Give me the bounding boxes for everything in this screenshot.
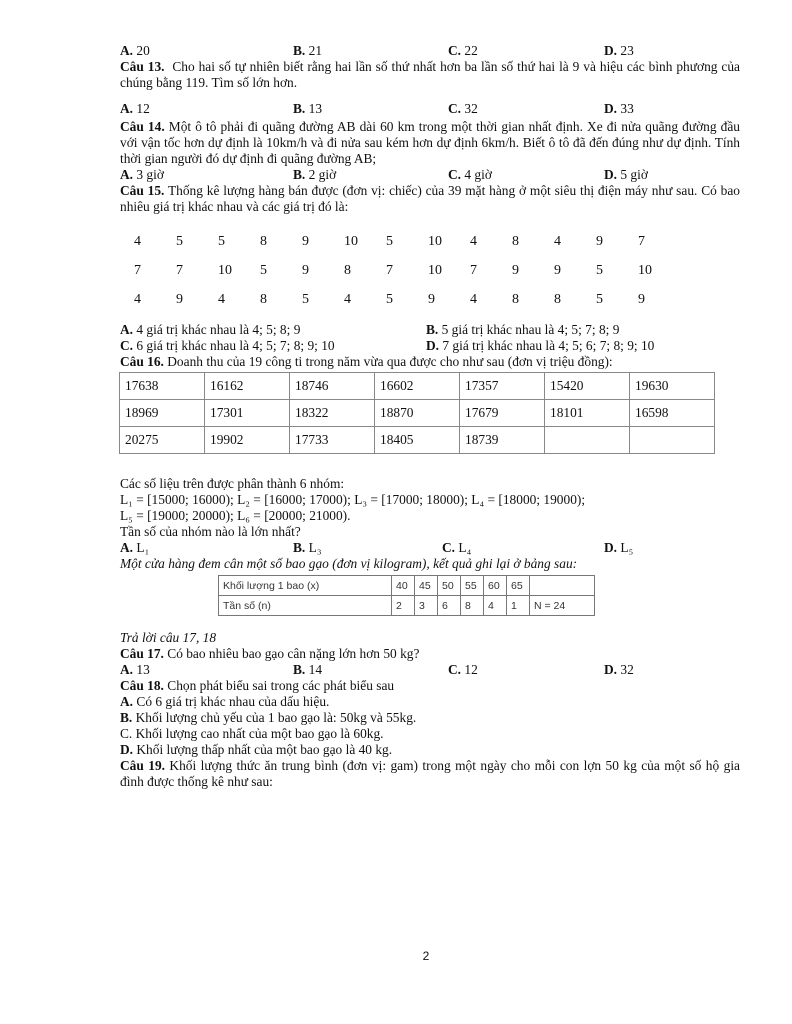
grid-cell: 5 xyxy=(596,262,603,278)
q13-option-a: A. 12 xyxy=(120,101,150,116)
q16-prompt: Tần số của nhóm nào là lớn nhất? xyxy=(120,524,301,539)
table-row xyxy=(120,427,715,454)
q16-option-b: B. L₃ xyxy=(293,540,322,555)
q13-options xyxy=(120,101,740,117)
grid-cell: 10 xyxy=(344,233,358,249)
q13-question: Câu 13. Cho hai số tự nhiên biết rằng hai lần số thứ nhất hơn ba lần số thứ hai là 9 và hiệu các bình phương của chúng bằng 119. Tìm số lớn hơn. xyxy=(120,59,740,90)
q16-question: Câu 16. Doanh thu của 19 công ti trong năm vừa qua được cho như sau (đơn vị triệu đồng): xyxy=(120,354,613,369)
table-cell: 55 xyxy=(461,576,484,596)
grid-cell: 9 xyxy=(554,262,561,278)
q18-option-a: A. Có 6 giá trị khác nhau của dấu hiệu. xyxy=(120,694,330,709)
grid-cell: 4 xyxy=(470,233,477,249)
grid-cell: 7 xyxy=(386,262,393,278)
rice-answer-note: Trả lời câu 17, 18 xyxy=(120,630,217,645)
grid-cell: 9 xyxy=(302,262,309,278)
grid-cell: 4 xyxy=(344,291,351,307)
table-cell: 3 xyxy=(415,596,438,616)
table-cell: 18870 xyxy=(375,400,460,427)
table-cell xyxy=(545,427,630,454)
q14-options xyxy=(120,167,740,183)
table-cell xyxy=(530,576,595,596)
q15-option-a: A. 4 giá trị khác nhau là 4; 5; 8; 9 xyxy=(120,322,301,337)
table-cell: 18739 xyxy=(460,427,545,454)
grid-cell: 7 xyxy=(176,262,183,278)
rice-row-label: Tần số (n) xyxy=(219,596,392,616)
q12-option-b: B. 21 xyxy=(293,43,323,58)
grid-cell: 8 xyxy=(260,291,267,307)
grid-cell: 5 xyxy=(302,291,309,307)
grid-row xyxy=(134,227,680,256)
table-cell: 65 xyxy=(507,576,530,596)
grid-cell: 9 xyxy=(176,291,183,307)
grid-cell: 8 xyxy=(344,262,351,278)
table-cell: 19630 xyxy=(630,373,715,400)
q16-option-a: A. L₁ xyxy=(120,540,150,555)
table-cell: 50 xyxy=(438,576,461,596)
q18-option-b: B. Khối lượng chủ yếu của 1 bao gạo là: 50kg và 55kg. xyxy=(120,710,417,725)
grid-cell: 5 xyxy=(386,291,393,307)
q15-options-row2 xyxy=(120,338,740,354)
table-cell: 18322 xyxy=(290,400,375,427)
table-cell: 1 xyxy=(507,596,530,616)
table-cell xyxy=(630,427,715,454)
table-row xyxy=(219,576,595,596)
q13-option-c: C. 32 xyxy=(448,101,478,116)
grid-cell: 10 xyxy=(428,233,442,249)
grid-cell: 4 xyxy=(134,233,141,249)
grid-cell: 7 xyxy=(470,262,477,278)
table-cell: 4 xyxy=(484,596,507,616)
q17-options xyxy=(120,662,740,678)
q15-option-b: B. 5 giá trị khác nhau là 4; 5; 7; 8; 9 xyxy=(426,322,620,337)
grid-cell: 9 xyxy=(302,233,309,249)
table-cell: 17733 xyxy=(290,427,375,454)
table-cell: 20275 xyxy=(120,427,205,454)
grid-cell: 10 xyxy=(638,262,652,278)
q12-option-c: C. 22 xyxy=(448,43,478,58)
grid-cell: 7 xyxy=(638,233,645,249)
grid-cell: 9 xyxy=(638,291,645,307)
table-cell: 16602 xyxy=(375,373,460,400)
q14-option-a: A. 3 giờ xyxy=(120,167,164,182)
table-cell: 18101 xyxy=(545,400,630,427)
table-cell: 8 xyxy=(461,596,484,616)
table-cell: 16162 xyxy=(205,373,290,400)
q14-question: Câu 14. Một ô tô phải đi quãng đường AB dài 60 km trong một thời gian nhất định. Xe đi nửa quãng đường đầu với vận tốc hơn dự định là 10km/h và đi nửa sau kém hơn dự định 6km/h. Biết ô tô đã đến đúng như dự định. Tính thời gian người đó dự định đi quãng đường AB; xyxy=(120,119,740,166)
grid-cell: 10 xyxy=(218,262,232,278)
q16-revenue-table xyxy=(119,372,715,454)
q13-option-d: D. 33 xyxy=(604,101,634,116)
q17-option-c: C. 12 xyxy=(448,662,478,677)
grid-cell: 5 xyxy=(596,291,603,307)
rice-frequency-table xyxy=(218,575,595,616)
table-cell: 17679 xyxy=(460,400,545,427)
q16-option-c: C. L₄ xyxy=(442,540,472,555)
grid-cell: 7 xyxy=(134,262,141,278)
q17-option-d: D. 32 xyxy=(604,662,634,677)
q12-options xyxy=(120,43,740,59)
grid-cell: 9 xyxy=(428,291,435,307)
q14-option-d: D. 5 giờ xyxy=(604,167,648,182)
grid-cell: 9 xyxy=(512,262,519,278)
grid-cell: 4 xyxy=(218,291,225,307)
q16-groups-line2: L₅ = [19000; 20000); L₆ = [20000; 21000). xyxy=(120,508,351,523)
q15-options-row1 xyxy=(120,322,740,338)
q12-option-d: D. 23 xyxy=(604,43,634,58)
grid-row xyxy=(134,285,680,314)
table-cell: 17357 xyxy=(460,373,545,400)
q18-option-c: C. Khối lượng cao nhất của một bao gạo là 60kg. xyxy=(120,726,384,741)
rice-row-label: Khối lượng 1 bao (x) xyxy=(219,576,392,596)
grid-cell: 8 xyxy=(512,291,519,307)
table-cell: 2 xyxy=(392,596,415,616)
q16-groups-intro: Các số liệu trên được phân thành 6 nhóm: xyxy=(120,476,345,491)
q15-number-grid xyxy=(134,227,680,314)
q15-option-d: D. 7 giá trị khác nhau là 4; 5; 6; 7; 8; 9; 10 xyxy=(426,338,655,353)
grid-row xyxy=(134,256,680,285)
table-row xyxy=(120,373,715,400)
table-cell: 40 xyxy=(392,576,415,596)
q16-options xyxy=(120,540,740,556)
table-row xyxy=(219,596,595,616)
grid-cell: 5 xyxy=(260,262,267,278)
q14-option-b: B. 2 giờ xyxy=(293,167,337,182)
table-row xyxy=(120,400,715,427)
q12-option-a: A. 20 xyxy=(120,43,150,58)
table-cell: 6 xyxy=(438,596,461,616)
q15-question: Câu 15. Thống kê lượng hàng bán được (đơn vị: chiếc) của 39 mặt hàng ở một siêu thị điện máy như sau. Có bao nhiêu giá trị khác nhau và các giá trị đó là: xyxy=(120,183,740,214)
grid-cell: 4 xyxy=(134,291,141,307)
q16-option-d: D. L₅ xyxy=(604,540,634,555)
table-cell: 19902 xyxy=(205,427,290,454)
table-cell: 17301 xyxy=(205,400,290,427)
grid-cell: 4 xyxy=(470,291,477,307)
q16-groups-line1: L₁ = [15000; 16000); L₂ = [16000; 17000); L₃ = [17000; 18000); L₄ = [18000; 19000); xyxy=(120,492,586,507)
table-cell: 18969 xyxy=(120,400,205,427)
grid-cell: 5 xyxy=(386,233,393,249)
grid-cell: 9 xyxy=(596,233,603,249)
table-cell: 45 xyxy=(415,576,438,596)
grid-cell: 8 xyxy=(260,233,267,249)
rice-intro: Một cửa hàng đem cân một số bao gạo (đơn vị kilogram), kết quả ghi lại ở bảng sau: xyxy=(120,556,578,571)
grid-cell: 5 xyxy=(176,233,183,249)
rice-total: N = 24 xyxy=(530,596,595,616)
table-cell: 16598 xyxy=(630,400,715,427)
grid-cell: 4 xyxy=(554,233,561,249)
q18-option-d: D. Khối lượng thấp nhất của một bao gạo là 40 kg. xyxy=(120,742,393,757)
q15-option-c: C. 6 giá trị khác nhau là 4; 5; 7; 8; 9; 10 xyxy=(120,338,335,353)
table-cell: 18405 xyxy=(375,427,460,454)
q17-option-b: B. 14 xyxy=(293,662,323,677)
grid-cell: 10 xyxy=(428,262,442,278)
q18-question: Câu 18. Chọn phát biểu sai trong các phát biểu sau xyxy=(120,678,395,693)
table-cell: 17638 xyxy=(120,373,205,400)
q17-option-a: A. 13 xyxy=(120,662,150,677)
q13-option-b: B. 13 xyxy=(293,101,323,116)
page-number: 2 xyxy=(422,949,430,963)
q17-question: Câu 17. Có bao nhiêu bao gạo cân nặng lớn hơn 50 kg? xyxy=(120,646,420,661)
grid-cell: 8 xyxy=(512,233,519,249)
grid-cell: 8 xyxy=(554,291,561,307)
grid-cell: 5 xyxy=(218,233,225,249)
q14-option-c: C. 4 giờ xyxy=(448,167,492,182)
table-cell: 18746 xyxy=(290,373,375,400)
table-cell: 15420 xyxy=(545,373,630,400)
q19-question: Câu 19. Khối lượng thức ăn trung bình (đơn vị: gam) trong một ngày cho mỗi con lợn 50 kg của một số hộ gia đình được thống kê như sau: xyxy=(120,758,740,789)
exam-page xyxy=(120,43,740,790)
table-cell: 60 xyxy=(484,576,507,596)
